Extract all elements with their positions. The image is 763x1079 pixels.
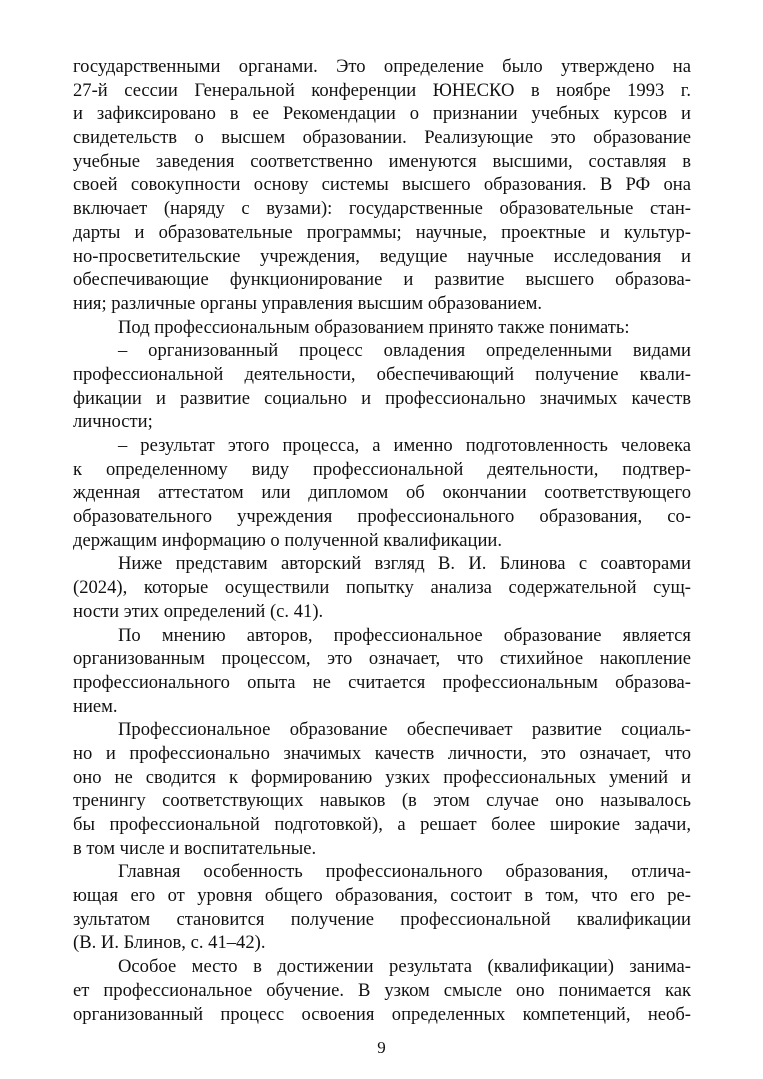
text-line: ющая его от уровня общего образования, состоит в том, что его ре-	[73, 885, 691, 907]
text-line: жденная аттестатом или дипломом об окончании соответствующего	[73, 482, 691, 504]
text-line: профессиональной деятельности, обеспечивающий получение квали-	[73, 363, 691, 385]
text-line: Ниже представим авторский взгляд В. И. Блинова с соавторами	[118, 553, 691, 575]
text-line: держащим информацию о полученной квалификации.	[73, 529, 503, 551]
text-line: тренингу соответствующих навыков (в этом случае оно называлось	[73, 790, 691, 812]
text-line: ния; различные органы управления высшим образованием.	[73, 292, 543, 314]
body-text	[73, 55, 691, 1026]
text-line: бы профессиональной подготовкой), а решает более широкие задачи,	[73, 814, 691, 835]
text-line: оно не сводится к формированию узких профессиональных умений и	[73, 766, 691, 788]
text-line: но-просветительские учреждения, ведущие научные исследования и	[73, 245, 691, 267]
text-line: – результат этого процесса, а именно подготовленность человека	[118, 435, 691, 456]
text-line: По мнению авторов, профессиональное образование является	[118, 624, 691, 646]
text-line: ет профессиональное обучение. В узком смысле оно понимается как	[73, 979, 691, 1001]
text-line: дарты и образовательные программы; научные, проектные и культур-	[73, 221, 691, 243]
text-line: зультатом становится получение профессиональной квалификации	[73, 908, 691, 930]
text-line: организованным процессом, это означает, что стихийное накопление	[73, 648, 691, 670]
text-line: 27-й сессии Генеральной конференции ЮНЕСКО в ноябре 1993 г.	[73, 79, 691, 101]
text-line: ности этих определений (с. 41).	[73, 600, 324, 622]
text-line: (2024), которые осуществили попытку анализа содержательной сущ-	[73, 577, 691, 599]
text-line: Главная особенность профессионального образования, отлича-	[118, 861, 691, 883]
text-line: свидетельств о высшем образовании. Реализующие это образование	[73, 127, 691, 149]
text-line: обеспечивающие функционирование и развитие высшего образова-	[73, 269, 691, 291]
text-line: включает (наряду с вузами): государственные образовательные стан-	[73, 198, 691, 220]
text-line: Особое место в достижении результата (квалификации) занима-	[118, 956, 691, 978]
text-line: и зафиксировано в ее Рекомендации о признании учебных курсов и	[73, 103, 691, 125]
page-number: 9	[377, 1038, 386, 1057]
text-line: образовательного учреждения профессионального образования, со-	[73, 506, 691, 528]
text-line: Под профессиональным образованием принято также понимать:	[118, 316, 630, 338]
text-line: профессионального опыта не считается профессиональным образова-	[73, 671, 691, 693]
text-line: государственными органами. Это определение было утверждено на	[73, 56, 691, 77]
text-line: своей совокупности основу системы высшего образования. В РФ она	[73, 174, 691, 196]
text-line: нием.	[73, 695, 118, 717]
text-line: в том числе и воспитательные.	[73, 837, 317, 859]
text-line: Профессиональное образование обеспечивает развитие социаль-	[118, 719, 691, 741]
text-line: (В. И. Блинов, с. 41–42).	[73, 932, 266, 954]
text-line: организованный процесс освоения определенных компетенций, необ-	[73, 1003, 691, 1025]
text-line: личности;	[73, 411, 153, 433]
text-line: фикации и развитие социально и профессионально значимых качеств	[73, 387, 691, 409]
text-line: – организованный процесс овладения определенными видами	[118, 340, 691, 362]
text-line: но и профессионально значимых качеств личности, это означает, что	[73, 742, 691, 764]
text-line: к определенному виду профессиональной деятельности, подтвер-	[73, 458, 691, 480]
text-line: учебные заведения соответственно именуются высшими, составляя в	[73, 150, 691, 172]
